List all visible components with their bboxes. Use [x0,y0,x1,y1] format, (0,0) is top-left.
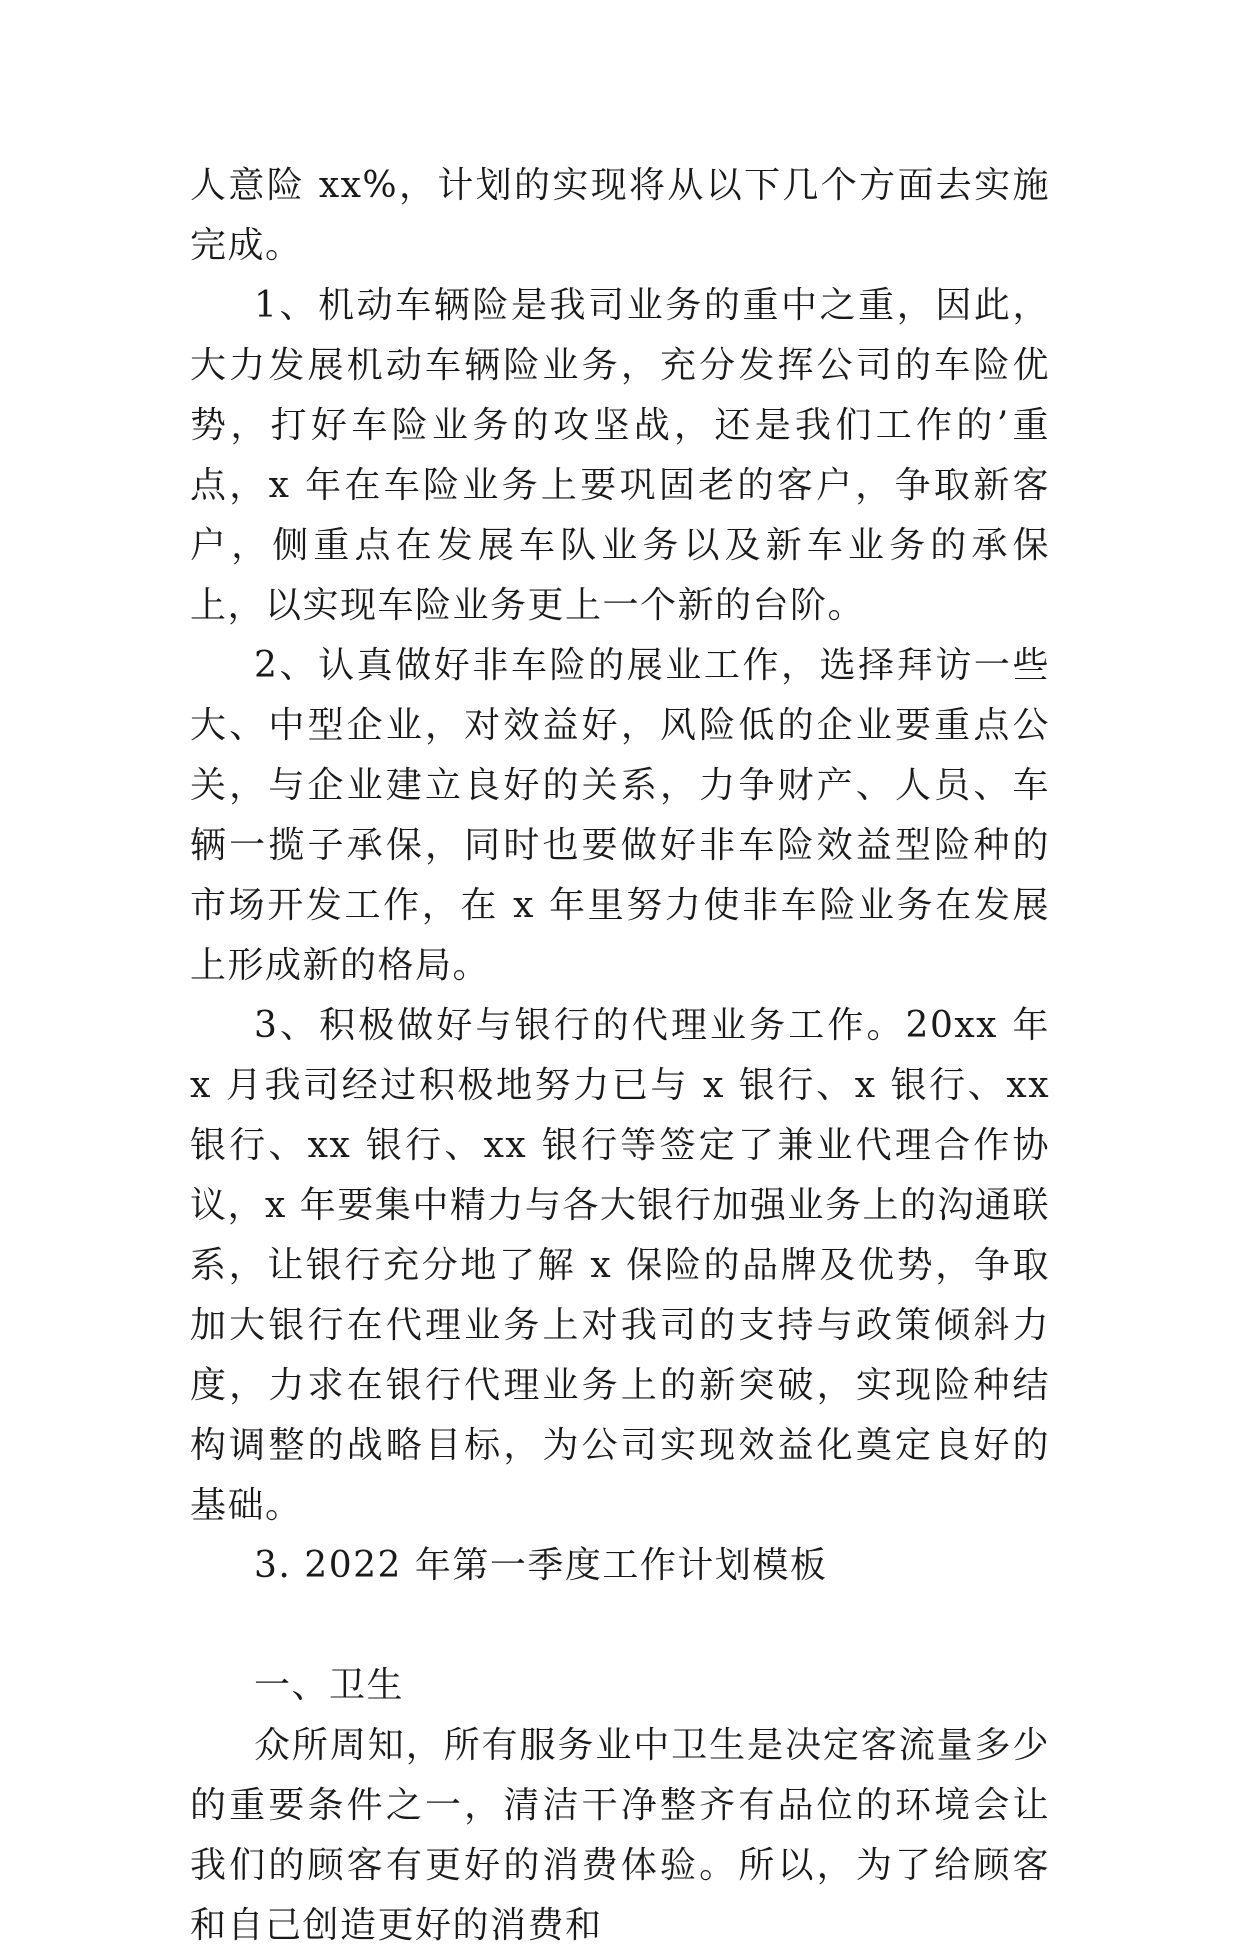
paragraph-hygiene: 众所周知，所有服务业中卫生是决定客流量多少的重要条件之一，清洁干净整齐有品位的环境会让我们的顾客有更好的消费体验。所以，为了给顾客和自己创造更好的消费和 [190,1725,1050,1946]
blank-line [190,1596,1050,1656]
paragraph-intro-continuation: 人意险 xx%，计划的实现将从以下几个方面去实施完成。 [190,165,1050,266]
subsection-heading: 一、卫生 [254,1665,405,1706]
section-title: 3. 2022 年第一季度工作计划模板 [254,1545,828,1586]
paragraph-item-1: 1、机动车辆险是我司业务的重中之重，因此，大力发展机动车辆险业务，充分发挥公司的车险优势，打好车险业务的攻坚战，还是我们工作的’重点，x 年在车险业务上要巩固老的客户，争取新客户，侧重点在发展车队业务以及新车业务的承保上，以实现车险业务更上一个新的台阶。 [190,285,1050,626]
paragraph-item-3: 3、积极做好与银行的代理业务工作。20xx 年 x 月我司经过积极地努力已与 x 银行、x 银行、xx 银行、xx 银行、xx 银行等签定了兼业代理合作协议，x 年要集中精力与各大银行加强业务上的沟通联系，让银行充分地了解 x 保险的品牌及优势，争取加大银行在代理业务上对我司的支持与政策倾斜力度，力求在银行代理业务上的新突破，实现险种结构调整的战略目标，为公司实现效益化奠定良好的基础。 [190,1005,1050,1526]
paragraph-item-2: 2、认真做好非车险的展业工作，选择拜访一些大、中型企业，对效益好，风险低的企业要重点公关，与企业建立良好的关系，力争财产、人员、车辆一揽子承保，同时也要做好非车险效益型险种的市场开发工作，在 x 年里努力使非车险业务在发展上形成新的格局。 [190,645,1050,986]
document-body [190,156,1050,1956]
